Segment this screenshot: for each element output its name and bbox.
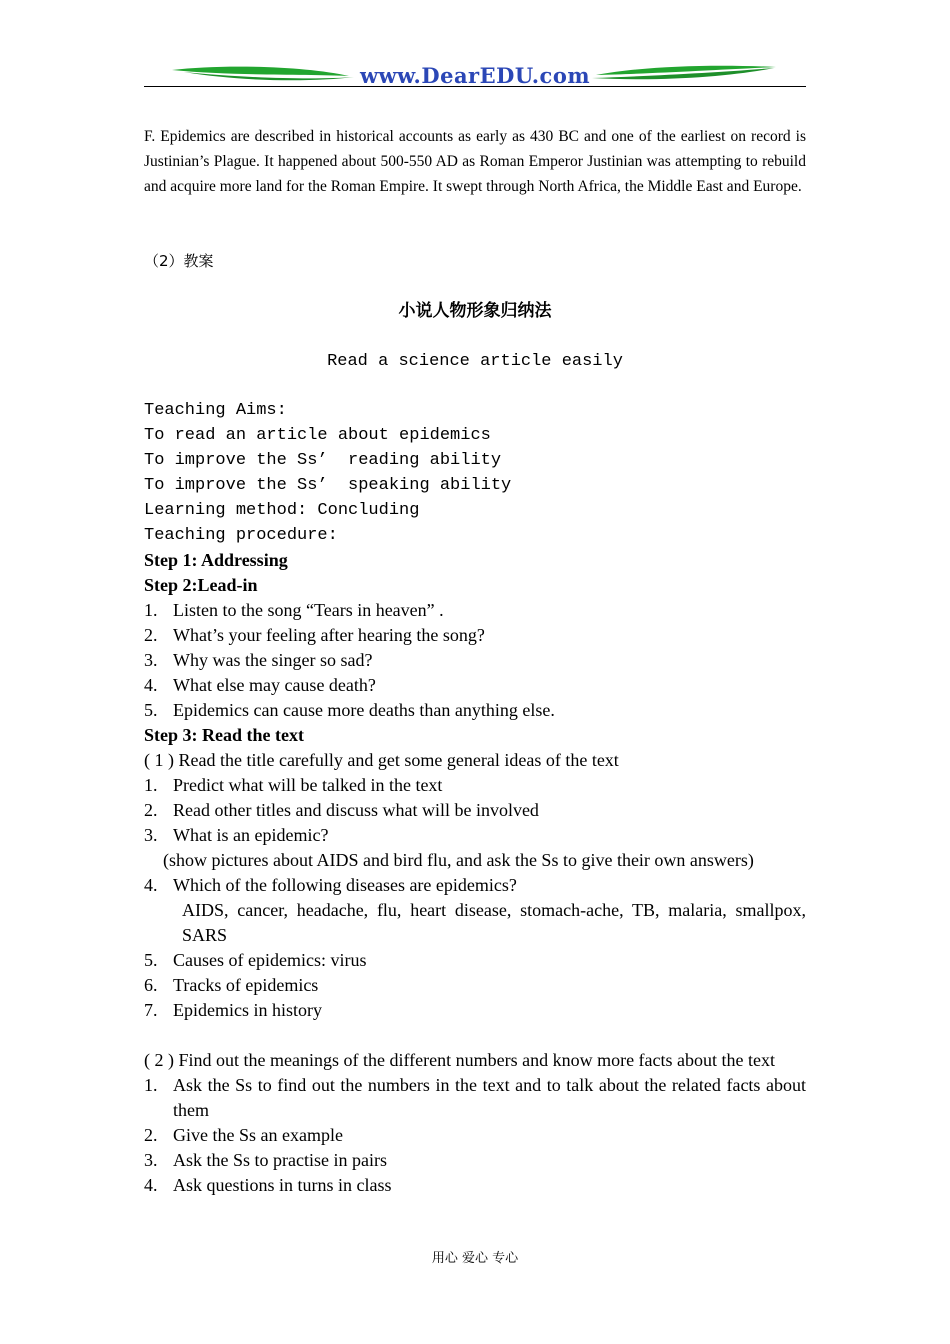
list-item: 1. Listen to the song “Tears in heaven” . (144, 600, 444, 620)
procedure-block (144, 548, 806, 1198)
part1-heading: ( 1 ) Read the title carefully and get some general ideas of the text (144, 750, 619, 770)
learning-method: Learning method: Concluding (144, 501, 420, 520)
step1-heading: Step 1: Addressing (144, 550, 288, 570)
list-item: 6. Tracks of epidemics (144, 975, 319, 995)
teaching-procedure-heading: Teaching procedure: (144, 526, 338, 545)
blank-line (144, 1023, 806, 1048)
list-item: 7. Epidemics in history (144, 1000, 322, 1020)
list-item: 3. Ask the Ss to practise in pairs (144, 1150, 387, 1170)
aim-line: To read an article about epidemics (144, 426, 491, 445)
list-item: 4. What else may cause death? (144, 675, 376, 695)
intro-paragraph: F. Epidemics are described in historical accounts as early as 430 BC and one of the earliest on record is Justinian’s Plague. It happened about 500-550 AD as Roman Emperor Justinian was attempting to rebuild and acquire more land for the Roman Empire. It swept through North Africa, the Middle East and Europe. (144, 128, 806, 195)
teaching-aims-heading: Teaching Aims: (144, 401, 287, 420)
header-site-name: www.DearEDU.com (359, 63, 591, 88)
part2-heading: ( 2 ) Find out the meanings of the different numbers and know more facts about the text (144, 1050, 776, 1070)
chinese-title: 小说人物形象归纳法 (398, 301, 552, 321)
list-item: 4. Ask questions in turns in class (144, 1175, 392, 1195)
list-item: 2. Give the Ss an example (144, 1125, 343, 1145)
list-item: 2. Read other titles and discuss what will be involved (144, 800, 539, 820)
list-item: 3. Why was the singer so sad? (144, 650, 373, 670)
part1-note: (show pictures about AIDS and bird flu, and ask the Ss to give their own answers) (163, 850, 754, 870)
list-item: 1. Predict what will be talked in the text (144, 775, 443, 795)
section-label: （2）教案 (144, 252, 214, 270)
page-header (144, 60, 806, 90)
aim-line: To improve the Ss’ reading ability (144, 451, 502, 470)
page-footer: 用心 爱心 专心 (431, 1251, 519, 1266)
lesson-title: Read a science article easily (327, 352, 623, 371)
list-item: 5. Causes of epidemics: virus (144, 950, 367, 970)
step2-heading: Step 2:Lead-in (144, 575, 258, 595)
header-rule (144, 86, 806, 87)
teaching-aims-block (144, 398, 806, 548)
list-item: 4. Which of the following diseases are epidemics? (144, 875, 517, 895)
list-item: 2. What’s your feeling after hearing the song? (144, 625, 485, 645)
list-item: 3. What is an epidemic? (144, 825, 329, 845)
list-item: 5. Epidemics can cause more deaths than anything else. (144, 700, 555, 720)
step3-heading: Step 3: Read the text (144, 725, 304, 745)
list-item: 1. Ask the Ss to find out the numbers in the text and to talk about the related facts about them (144, 1075, 806, 1120)
disease-list: AIDS, cancer, headache, flu, heart disease, stomach-ache, TB, malaria, smallpox, SARS (182, 900, 806, 945)
aim-line: To improve the Ss’ speaking ability (144, 476, 512, 495)
